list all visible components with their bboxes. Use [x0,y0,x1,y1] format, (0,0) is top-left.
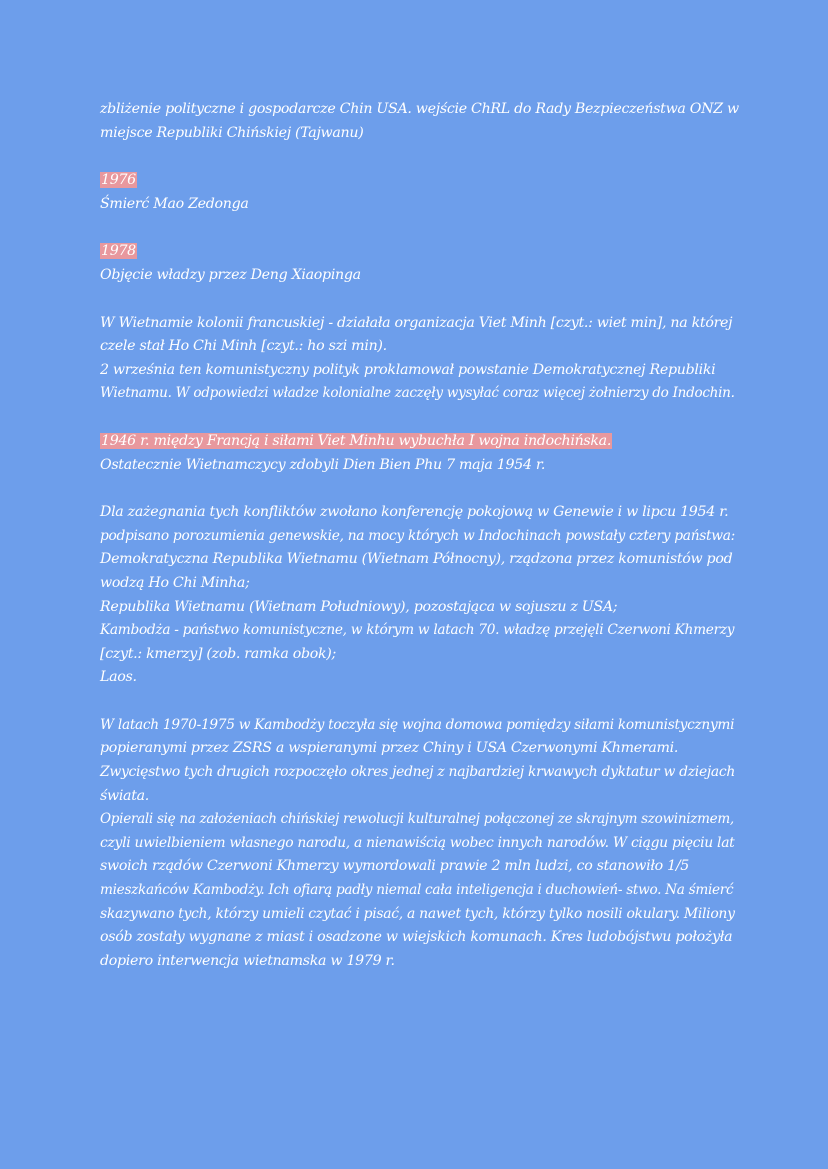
spacer [100,288,740,312]
paragraph-cambodia [100,714,740,974]
text-line: zbliżenie polityczne i gospodarcze Chin USA. wejście ChRL do Rady Bezpieczeństwa ONZ w [100,101,739,117]
spacer [100,216,740,240]
paragraph-indochina-war [100,430,740,477]
text-line: Demokratyczna Republika Wietnamu (Wietnam Północny), rządzona przez komunistów pod [100,551,733,568]
mao-death-text: Śmierć Mao Zedonga [100,195,249,212]
deng-text: Objęcie władzy przez Deng Xiaopinga [100,266,361,283]
spacer [100,690,740,714]
year-1976-highlight: 1976 [101,172,136,189]
text-line: Wietnamu. W odpowiedzi władze kolonialne zaczęły wysyłać coraz więcej żołnierzy do Indochin. [100,385,735,402]
entry-1976 [100,169,740,216]
year-1978-highlight: 1978 [101,243,136,260]
text-line: czyli uwielbieniem własnego narodu, a nienawiścią wobec innych narodów. W ciągu pięciu lat [100,834,735,851]
text-line: Republika Wietnamu (Wietnam Południowy), pozostająca w sojuszu z USA; [100,598,618,615]
text-line: Dla zażegnania tych konfliktów zwołano konferencję pokojową w Genewie i w lipcu 1954 r. [100,504,729,521]
text-line: czele stał Ho Chi Minh [czyt.: ho szi min). [100,338,387,355]
text-line: wodzą Ho Chi Minha; [100,574,250,591]
war-highlight: 1946 r. między Francją i siłami Viet Minhu wybuchła I wojna indochińska. [101,432,612,449]
text-line: swoich rządów Czerwoni Khmerzy wymordowali prawie 2 mln ludzi, co stanowiło 1/5 [100,858,690,875]
text-line: Kambodża - państwo komunistyczne, w którym w latach 70. władzę przejęli Czerwoni Khmerzy [100,622,735,639]
text-line: 2 września ten komunistyczny polityk proklamował powstanie Demokratycznej Republiki [100,361,716,378]
spacer [100,477,740,501]
text-line: mieszkańców Kambodży. Ich ofiarą padły niemal cała inteligencja i duchowień- stwo. Na śmierć [100,882,734,899]
spacer [100,406,740,430]
text-line: Laos. [100,669,137,686]
text-line: dopiero interwencja wietnamska w 1979 r. [100,952,395,969]
text-line: W latach 1970-1975 w Kambodży toczyła się wojna domowa pomiędzy siłami komunistycznymi [100,716,735,733]
paragraph-vietnam [100,312,740,406]
text-line: [czyt.: kmerzy] (zob. ramka obok); [100,645,337,662]
text-line: W Wietnamie kolonii francuskiej - działała organizacja Viet Minh [czyt.: wiet min], na której [100,314,733,331]
text-line: skazywano tych, którzy umieli czytać i pisać, a nawet tych, którzy tylko nosili okulary. Miliony [100,905,735,922]
paragraph-china-usa [100,98,740,145]
text-line: osób zostały wygnane z miast i osadzone w wiejskich komunach. Kres ludobójstwu położyła [100,929,733,946]
text-line: świata. [100,787,149,804]
text-line: podpisano porozumienia genewskie, na mocy których w Indochinach powstały cztery państwa: [100,527,735,544]
text-line: popieranymi przez ZSRS a wspieranymi przez Chiny i USA Czerwonymi Khmerami. [100,740,679,757]
document-page [100,98,740,973]
text-line: miejsce Republiki Chińskiej (Tajwanu) [100,124,364,141]
spacer [100,145,740,169]
text-line: Opierali się na założeniach chińskiej rewolucji kulturalnej połączonej ze skrajnym szowinizmem, [100,811,734,828]
entry-1978 [100,240,740,287]
paragraph-geneva [100,501,740,690]
text-line: Zwycięstwo tych drugich rozpoczęło okres jednej z najbardziej krwawych dyktatur w dziejach [100,764,736,781]
dien-bien-phu-text: Ostatecznie Wietnamczycy zdobyli Dien Bien Phu 7 maja 1954 r. [100,456,546,473]
